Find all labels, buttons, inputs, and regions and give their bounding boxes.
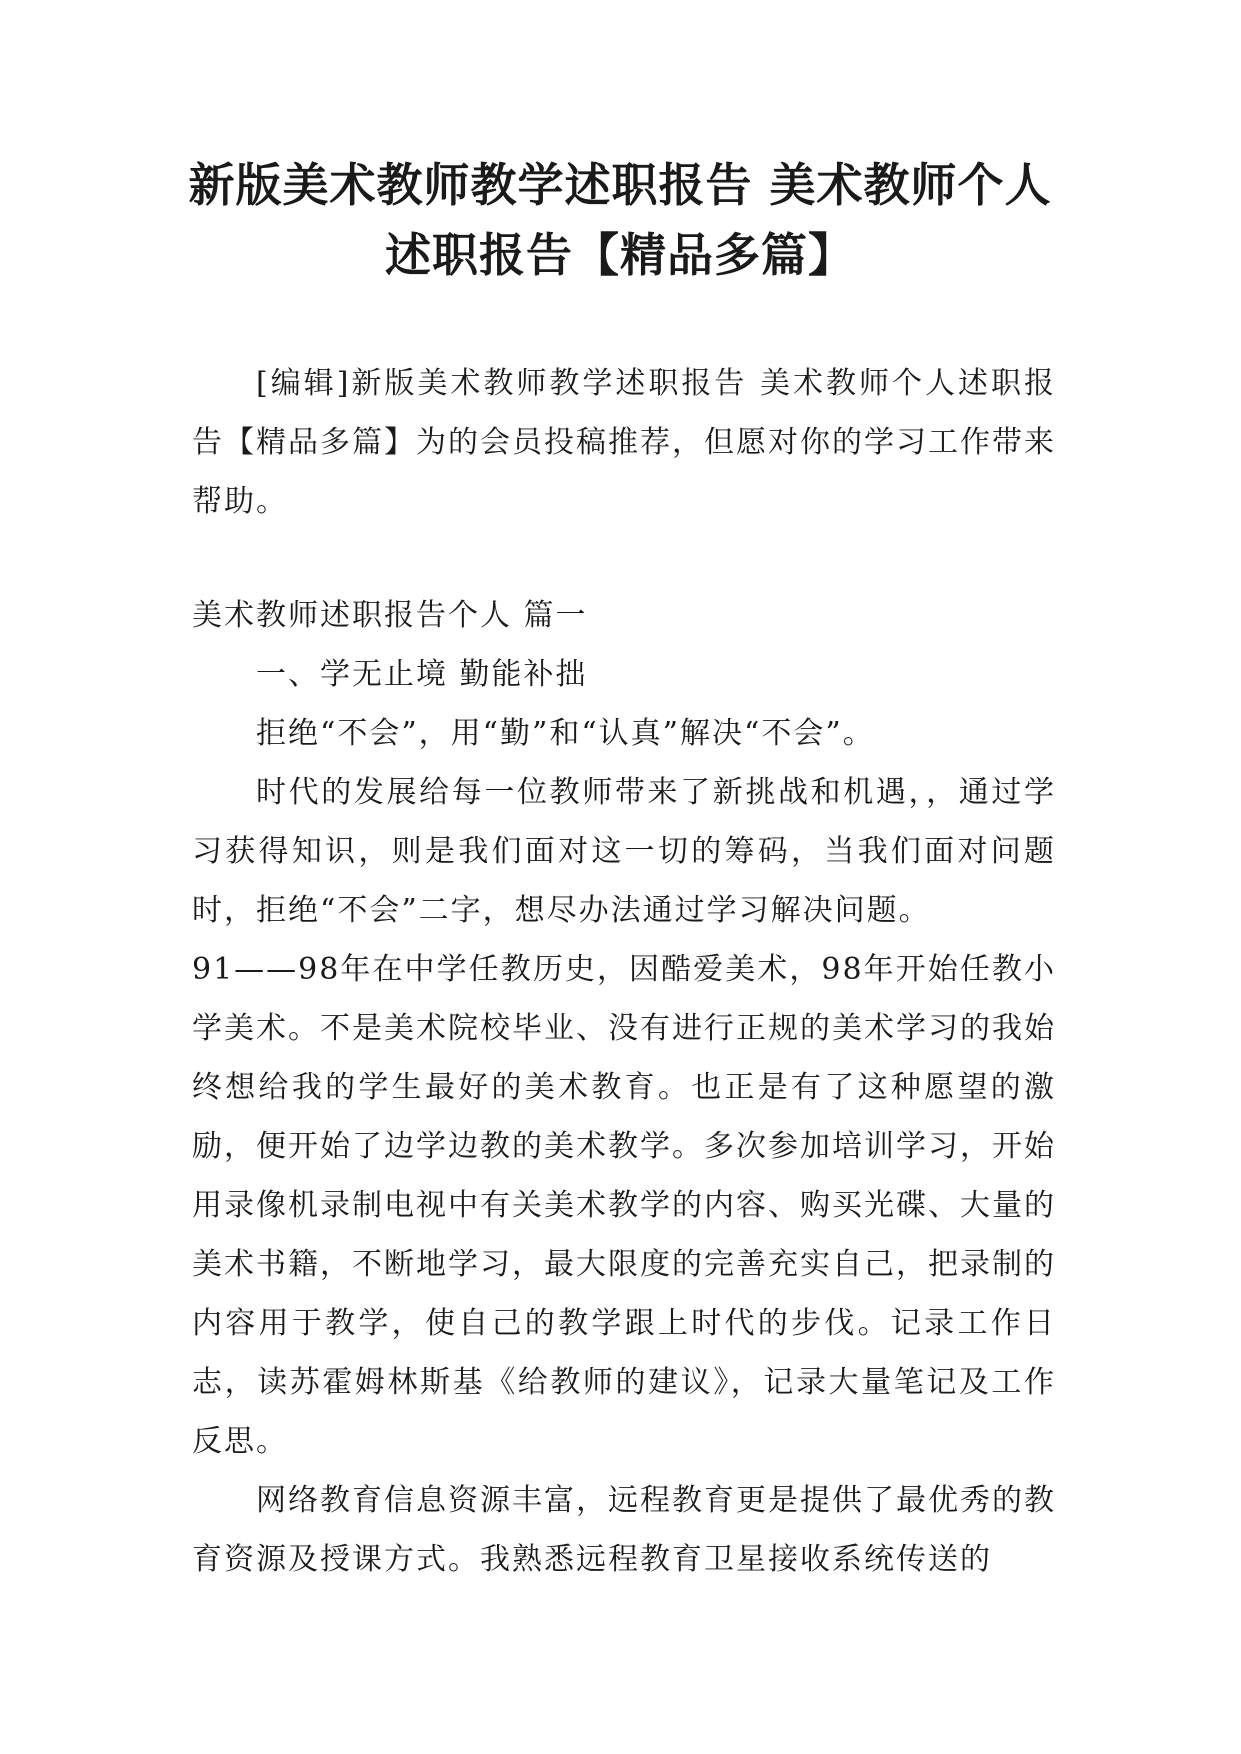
intro-paragraph: [编辑]新版美术教师教学述职报告 美术教师个人述职报告【精品多篇】为的会员投稿推荐，但愿对你的学习工作带来帮助。 xyxy=(192,366,1056,519)
document-title xyxy=(150,150,1090,290)
subheading: 一、学无止境 勤能补拙 xyxy=(256,657,588,692)
title-line-1: 新版美术教师教学述职报告 美术教师个人 xyxy=(188,158,1052,212)
body-paragraph: 网络教育信息资源丰富，远程教育更是提供了最优秀的教育资源及授课方式。我熟悉远程教育卫星接收系统传送的 xyxy=(192,1483,1056,1577)
section-heading: 美术教师述职报告个人 篇一 xyxy=(192,598,588,633)
body-paragraph: 拒绝“不会”，用“勤”和“认真”解决“不会”。 xyxy=(256,716,875,751)
body-paragraph: 91——98年在中学任教历史，因酷爱美术，98年开始任教小学美术。不是美术院校毕业、没有进行正规的美术学习的我始终想给我的学生最好的美术教育。也正是有了这种愿望的激励，便开始了边学边教的美术教学。多次参加培训学习，开始用录像机录制电视中有关美术教学的内容、购买光碟、大量的美术书籍，不断地学习，最大限度的完善充实自己，把录制的内容用于教学，使自己的教学跟上时代的步伐。记录工作日志，读苏霍姆林斯基《给教师的建议》，记录大量笔记及工作反思。 xyxy=(192,952,1056,1459)
body-paragraph: 时代的发展给每一位教师带来了新挑战和机遇，，通过学习获得知识，则是我们面对这一切的筹码，当我们面对问题时，拒绝“不会”二字，想尽办法通过学习解决问题。 xyxy=(192,775,1056,928)
title-line-2: 述职报告【精品多篇】 xyxy=(385,228,855,282)
spacer xyxy=(192,531,1056,586)
document-body xyxy=(192,354,1056,1589)
